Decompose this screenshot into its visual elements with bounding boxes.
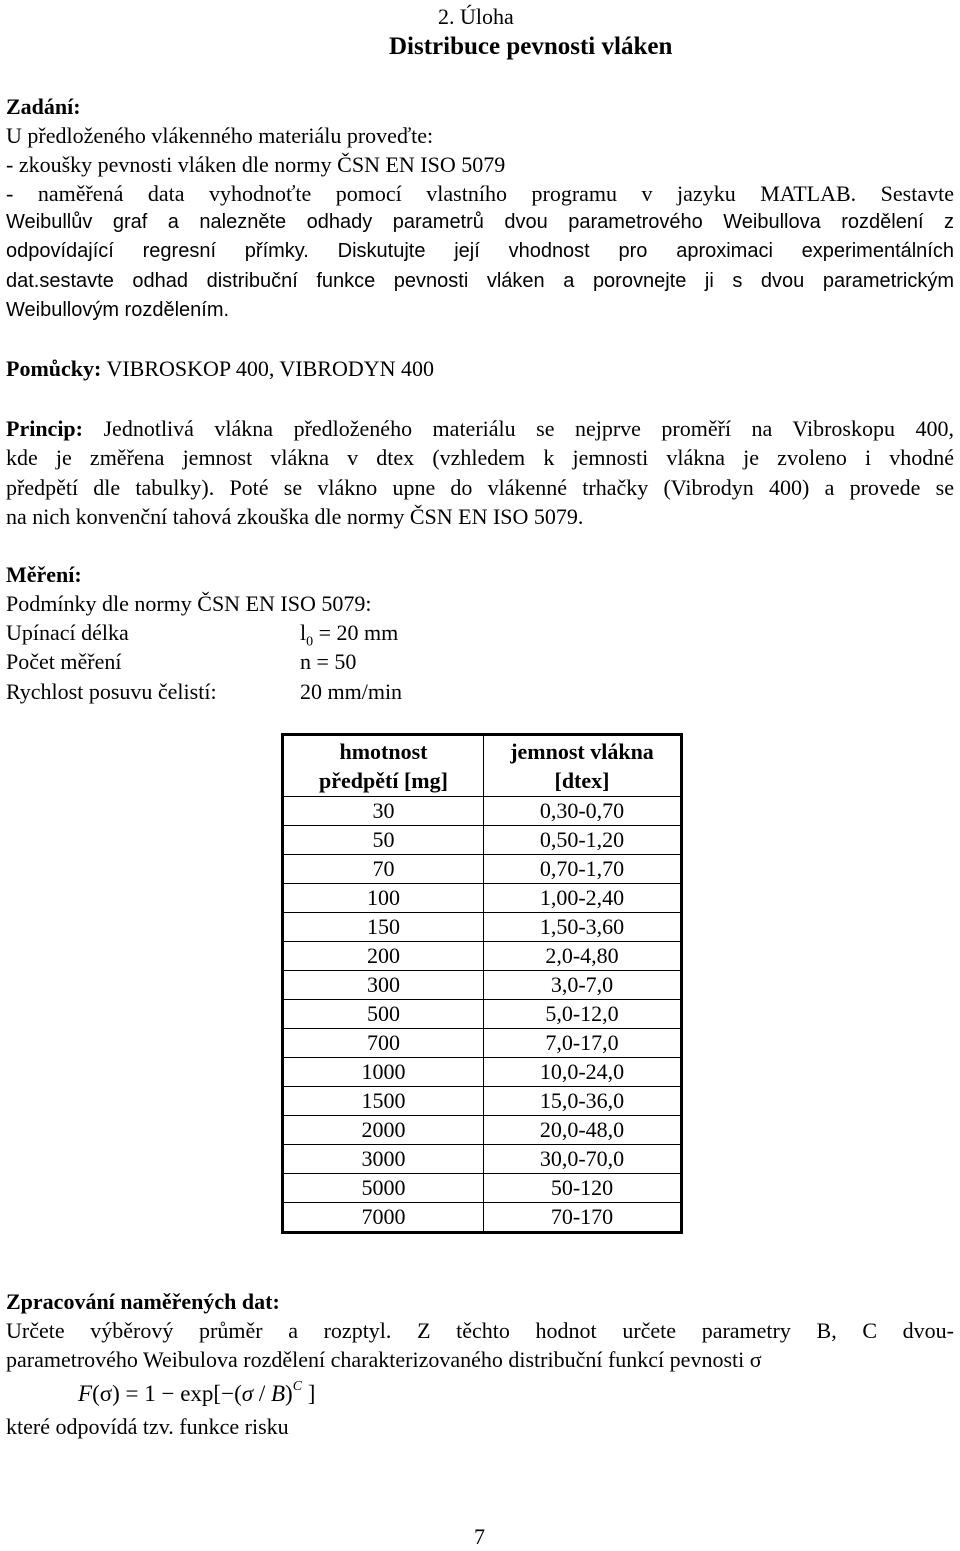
table-header-cell <box>484 735 682 797</box>
zadani-line: odpovídající regresní přímky. Diskutujte její vhodnost pro aproximaci experimentálních <box>6 240 954 262</box>
page-title: Distribuce pevnosti vláken <box>389 33 673 60</box>
condition-label: Rychlost posuvu čelistí: <box>6 679 217 704</box>
pretension-cell: 700 <box>283 1029 484 1058</box>
princip-line: na nich konvenční tahová zkouška dle normy ČSN EN ISO 5079. <box>6 504 584 529</box>
header-text: hmotnost <box>339 739 428 764</box>
header-text: [dtex] <box>554 768 610 793</box>
zpracovani-line: parametrového Weibulova rozdělení charakterizovaného distribuční funkcí pevnosti σ <box>6 1347 762 1372</box>
pretension-cell: 30 <box>283 797 484 826</box>
pretension-cell: 2000 <box>283 1116 484 1145</box>
princip-heading: Princip: <box>6 416 83 441</box>
princip-line <box>6 414 954 443</box>
fineness-cell: 0,50-1,20 <box>484 826 682 855</box>
table-row <box>283 913 682 942</box>
pretension-cell: 3000 <box>283 1145 484 1174</box>
pretension-cell: 1500 <box>283 1087 484 1116</box>
fineness-cell: 30,0-70,0 <box>484 1145 682 1174</box>
fineness-cell: 2,0-4,80 <box>484 942 682 971</box>
zpracovani-line: které odpovídá tzv. funkce risku <box>6 1414 289 1439</box>
fineness-cell: 10,0-24,0 <box>484 1058 682 1087</box>
table-row <box>283 1116 682 1145</box>
table-row <box>283 826 682 855</box>
princip-line: předpětí dle tabulky). Poté se vlákno upne do vlákenné trhačky (Vibrodyn 400) a provede se <box>6 475 954 500</box>
formula-part: B <box>270 1381 286 1406</box>
table-row <box>283 1203 682 1233</box>
pomucky-text: VIBROSKOP 400, VIBRODYN 400 <box>106 356 435 381</box>
pretension-cell: 200 <box>283 942 484 971</box>
pretension-cell: 50 <box>283 826 484 855</box>
fineness-cell: 1,50-3,60 <box>484 913 682 942</box>
pomucky-line <box>6 354 434 383</box>
formula-part: F <box>78 1381 93 1406</box>
condition-value: 20 mm/min <box>300 679 403 704</box>
zadani-line: Weibullův graf a nalezněte odhady parametrů dvou parametrového Weibullova rozdělení z <box>6 211 954 233</box>
princip-text: Jednotlivá vlákna předloženého materiálu se nejprve proměří na Vibroskopu 400, <box>103 416 954 441</box>
fineness-cell: 70-170 <box>484 1203 682 1233</box>
pretension-cell: 5000 <box>283 1174 484 1203</box>
zadani-line: - naměřená data vyhodnoťte pomocí vlastního programu v jazyku MATLAB. Sestavte <box>6 181 954 206</box>
pretension-cell: 300 <box>283 971 484 1000</box>
condition-label: Počet měření <box>6 649 122 674</box>
table-row <box>283 884 682 913</box>
table-row <box>283 942 682 971</box>
formula-part: (σ) <box>92 1381 120 1406</box>
fineness-cell: 1,00-2,40 <box>484 884 682 913</box>
condition-symbol: l <box>300 620 307 645</box>
fineness-cell: 7,0-17,0 <box>484 1029 682 1058</box>
formula-part: ] <box>302 1381 316 1406</box>
table-row <box>283 1029 682 1058</box>
fineness-cell: 0,30-0,70 <box>484 797 682 826</box>
pretension-cell: 7000 <box>283 1203 484 1233</box>
table-row <box>283 1000 682 1029</box>
weibull-formula <box>78 1379 315 1407</box>
pretension-cell: 500 <box>283 1000 484 1029</box>
pomucky-heading: Pomůcky: <box>6 356 102 381</box>
mereni-heading: Měření: <box>6 562 82 587</box>
pretension-cell: 150 <box>283 913 484 942</box>
zadani-heading: Zadání: <box>6 94 81 119</box>
zadani-line: - zkoušky pevnosti vláken dle normy ČSN EN ISO 5079 <box>6 152 506 177</box>
pretension-cell: 1000 <box>283 1058 484 1087</box>
condition-subscript: 0 <box>306 634 314 650</box>
formula-part: σ <box>241 1381 254 1406</box>
header-text: jemnost vlákna <box>510 739 654 764</box>
page-number: 7 <box>474 1524 485 1549</box>
zadani-line: Weibullovým rozdělením. <box>6 299 230 321</box>
pretension-cell: 100 <box>283 884 484 913</box>
header-text: předpětí [mg] <box>319 768 448 793</box>
condition-label: Upínací délka <box>6 620 129 645</box>
zpracovani-heading: Zpracování naměřených dat: <box>6 1289 280 1314</box>
condition-value: n = 50 <box>300 649 357 674</box>
condition-value-text: = 20 mm <box>313 620 399 645</box>
pretension-table <box>281 733 683 1234</box>
table-row <box>283 797 682 826</box>
fineness-cell: 50-120 <box>484 1174 682 1203</box>
zadani-line: U předloženého vlákenného materiálu proveďte: <box>6 123 434 148</box>
conditions-title: Podmínky dle normy ČSN EN ISO 5079: <box>6 591 372 616</box>
fineness-cell: 3,0-7,0 <box>484 971 682 1000</box>
table-row <box>283 1145 682 1174</box>
table-row <box>283 855 682 884</box>
table-header-cell <box>283 735 484 797</box>
table-row <box>283 1174 682 1203</box>
formula-part: / <box>253 1381 271 1406</box>
table-header-row <box>283 735 682 797</box>
table-row <box>283 971 682 1000</box>
princip-line: kde je změřena jemnost vlákna v dtex (vzhledem k jemnosti vlákna je zvoleno i vhodné <box>6 445 954 470</box>
fineness-cell: 15,0-36,0 <box>484 1087 682 1116</box>
table-row <box>283 1087 682 1116</box>
formula-exponent: C <box>292 1379 303 1394</box>
zadani-line: dat.sestavte odhad distribuční funkce pevnosti vláken a porovnejte ji s dvou parametrickým <box>6 270 954 292</box>
table-row <box>283 1058 682 1087</box>
pretension-cell: 70 <box>283 855 484 884</box>
formula-part: = 1 − exp[−( <box>119 1381 242 1406</box>
fineness-cell: 5,0-12,0 <box>484 1000 682 1029</box>
fineness-cell: 20,0-48,0 <box>484 1116 682 1145</box>
task-number: 2. Úloha <box>438 4 514 29</box>
fineness-cell: 0,70-1,70 <box>484 855 682 884</box>
zpracovani-line: Určete výběrový průměr a rozptyl. Z těchto hodnot určete parametry B, C dvou- <box>6 1318 954 1343</box>
formula-part: ) <box>285 1381 293 1406</box>
